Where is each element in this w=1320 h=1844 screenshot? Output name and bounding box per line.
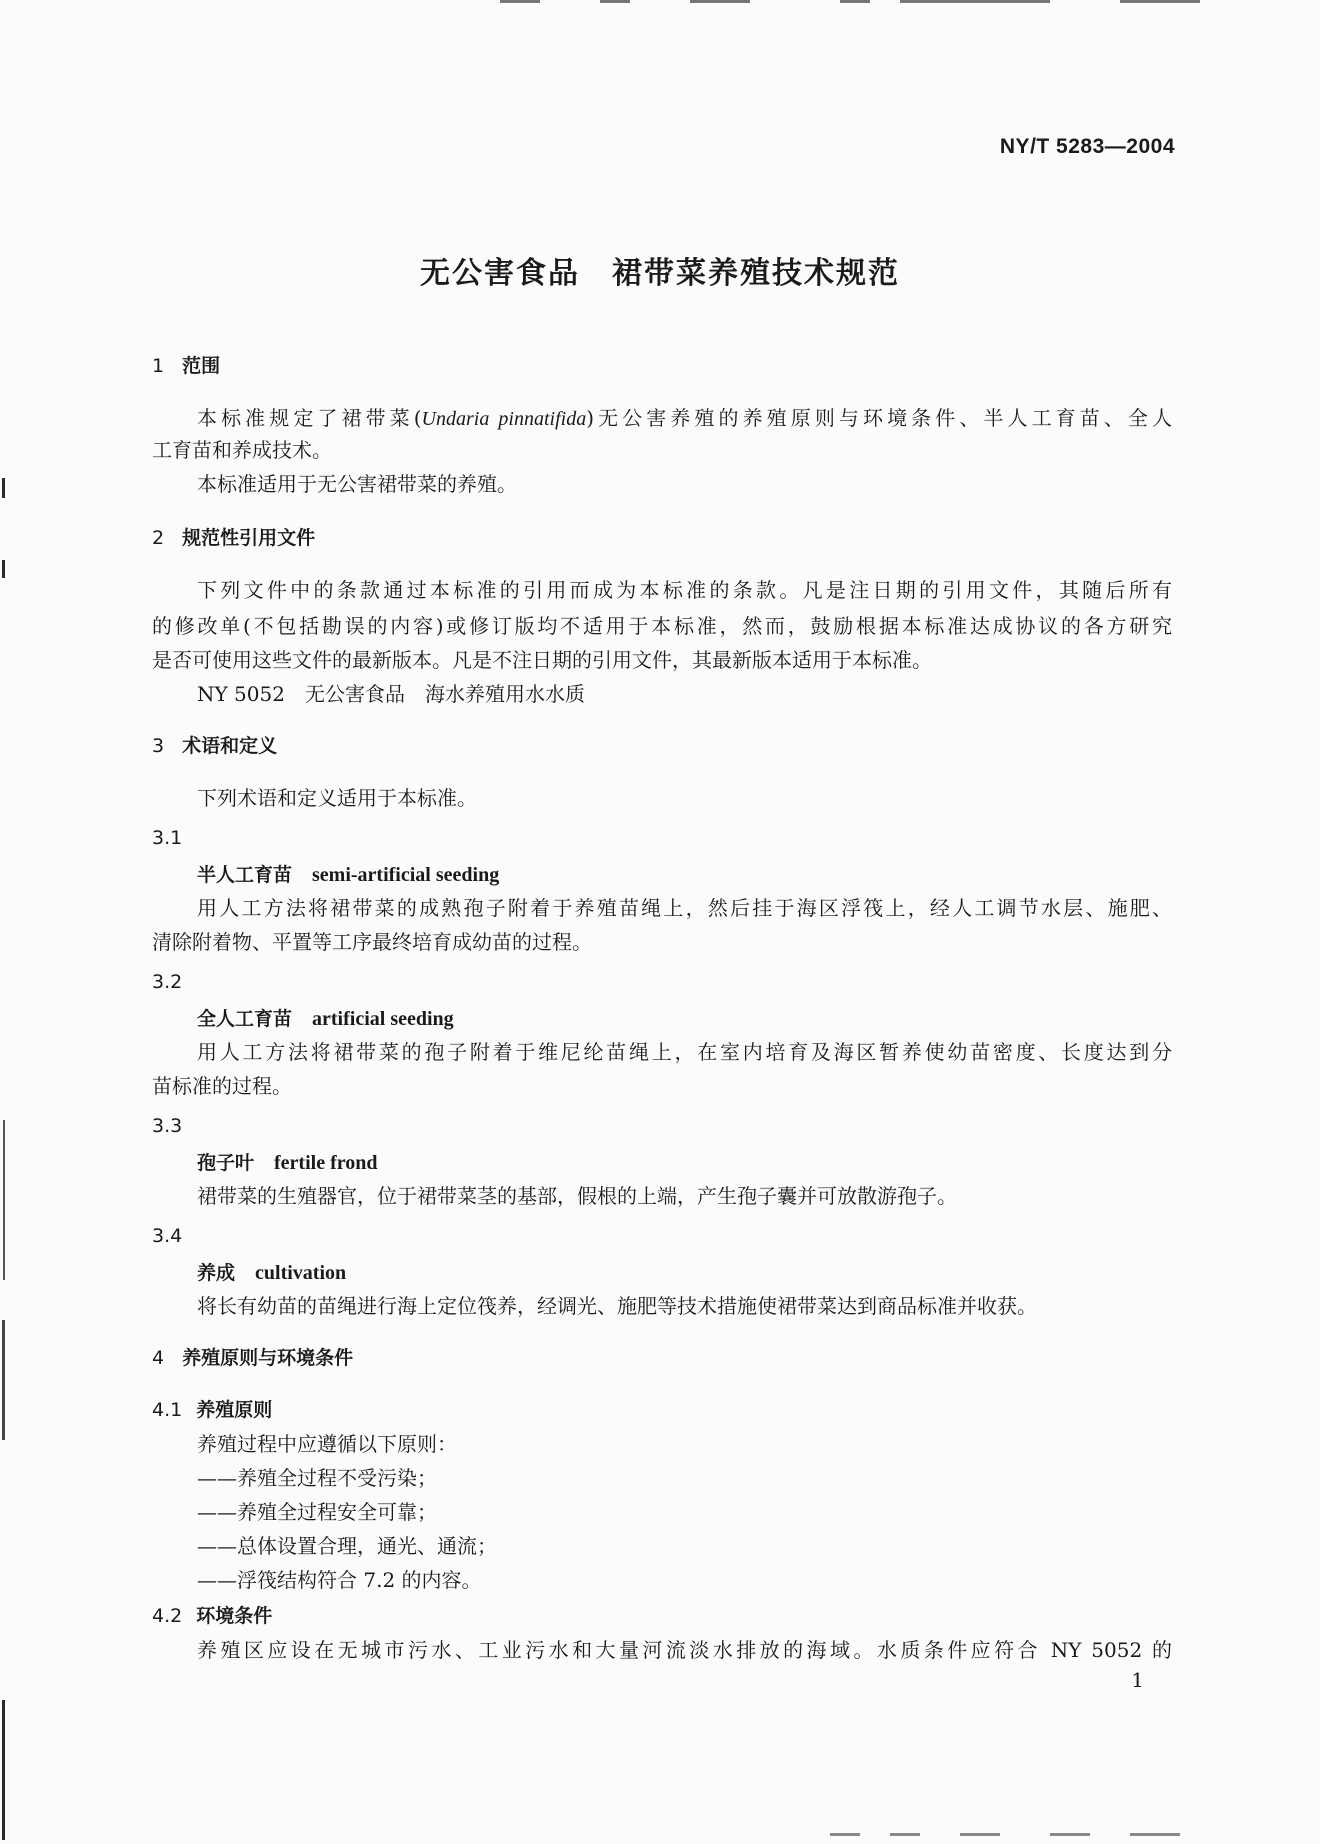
list-item: ——浮筏结构符合 7.2 的内容。 [197, 1568, 482, 1592]
term-number: 3.1 [152, 827, 183, 849]
paragraph: 本标准适用于无公害裙带菜的养殖。 [197, 472, 517, 496]
list-item: ——总体设置合理，通光、通流； [197, 1534, 497, 1558]
paragraph: 本标准规定了裙带菜(Undaria pinnatifida)无公害养殖的养殖原则与环境条件、半人工育苗、全人 [197, 406, 1172, 430]
section-4-heading: 4 养殖原则与环境条件 [152, 1347, 354, 1369]
list-item: ——养殖全过程安全可靠； [197, 1500, 437, 1524]
section-3-heading: 3 术语和定义 [152, 735, 278, 757]
scan-artifact [690, 0, 750, 3]
term-definition: 用人工方法将裙带菜的成熟孢子附着于养殖苗绳上，然后挂于海区浮筏上，经人工调节水层、施肥、 [197, 896, 1172, 920]
subsection-4-2-heading: 4.2 环境条件 [152, 1605, 273, 1627]
term-definition: 清除附着物、平置等工序最终培育成幼苗的过程。 [152, 930, 592, 954]
term-title: 孢子叶 fertile frond [197, 1152, 378, 1174]
reference-item: NY 5052 无公害食品 海水养殖用水水质 [197, 682, 585, 706]
scan-artifact [960, 1833, 1000, 1836]
paragraph: 下列术语和定义适用于本标准。 [197, 786, 477, 810]
term-definition: 裙带菜的生殖器官，位于裙带菜茎的基部，假根的上端，产生孢子囊并可放散游孢子。 [197, 1184, 957, 1208]
scan-artifact [2, 478, 5, 498]
scan-artifact [1050, 1833, 1090, 1836]
term-title: 半人工育苗 semi-artificial seeding [197, 864, 500, 886]
scan-artifact [600, 0, 630, 3]
scan-artifact [830, 1833, 860, 1836]
scan-artifact [500, 0, 540, 3]
paragraph: 下列文件中的条款通过本标准的引用而成为本标准的条款。凡是注日期的引用文件，其随后所有 [197, 578, 1172, 602]
section-1-heading: 1 范围 [152, 355, 221, 377]
scan-artifact [900, 0, 1050, 3]
scan-artifact [890, 1833, 920, 1836]
scan-artifact [840, 0, 870, 3]
document-title: 无公害食品 裙带菜养殖技术规范 [420, 256, 900, 291]
section-2-heading: 2 规范性引用文件 [152, 527, 316, 549]
paragraph: 养殖过程中应遵循以下原则： [197, 1432, 457, 1456]
paragraph: 的修改单(不包括勘误的内容)或修订版均不适用于本标准，然而，鼓励根据本标准达成协议的各方研究 [152, 614, 1172, 638]
scan-artifact [2, 560, 5, 578]
scan-artifact [2, 1320, 5, 1440]
term-title: 养成 cultivation [197, 1262, 347, 1284]
term-definition: 将长有幼苗的苗绳进行海上定位筏养，经调光、施肥等技术措施使裙带菜达到商品标准并收获。 [197, 1294, 1037, 1318]
standard-code: NY/T 5283—2004 [999, 135, 1175, 158]
term-definition: 用人工方法将裙带菜的孢子附着于维尼纶苗绳上，在室内培育及海区暂养使幼苗密度、长度达到分 [197, 1040, 1172, 1064]
page-number: 1 [1131, 1668, 1144, 1692]
term-title: 全人工育苗 artificial seeding [197, 1008, 454, 1030]
term-number: 3.2 [152, 971, 183, 993]
term-number: 3.4 [152, 1225, 183, 1247]
paragraph: 是否可使用这些文件的最新版本。凡是不注日期的引用文件，其最新版本适用于本标准。 [152, 648, 932, 672]
scan-artifact [2, 1700, 5, 1840]
scan-artifact [1120, 0, 1200, 3]
scan-artifact [3, 1120, 5, 1280]
scan-artifact [1130, 1833, 1180, 1836]
subsection-4-1-heading: 4.1 养殖原则 [152, 1399, 273, 1421]
paragraph: 养殖区应设在无城市污水、工业污水和大量河流淡水排放的海域。水质条件应符合 NY 5052 的 [197, 1638, 1172, 1662]
paragraph: 工育苗和养成技术。 [152, 438, 332, 462]
list-item: ——养殖全过程不受污染； [197, 1466, 437, 1490]
term-definition: 苗标准的过程。 [152, 1074, 292, 1098]
term-number: 3.3 [152, 1115, 183, 1137]
